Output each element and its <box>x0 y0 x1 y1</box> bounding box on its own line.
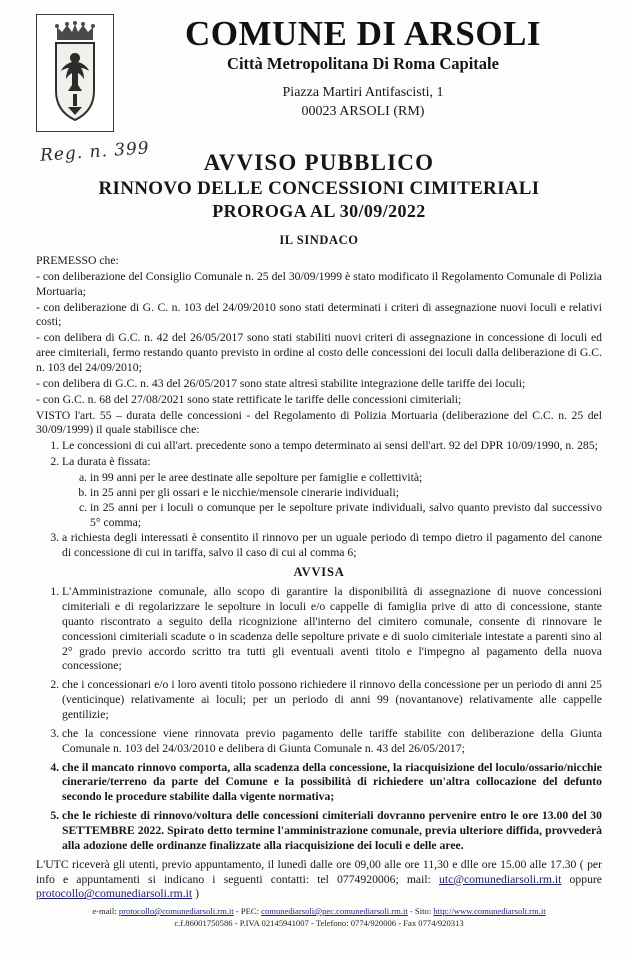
premesso-lead: PREMESSO che: <box>36 254 119 267</box>
notice-text <box>36 254 602 902</box>
document-header <box>36 14 602 132</box>
visto-item-2-label: La durata è fissata: <box>62 455 151 469</box>
visto-item-1: 1. Le concessioni di cui all'art. precedente sono a tempo determinato ai sensi dell'art. 92 del DPR 10/09/1990, n. 285; <box>62 439 602 454</box>
notice-title-block <box>36 150 602 222</box>
protocollo-email-link[interactable]: protocollo@comunediarsoli.rm.it <box>36 887 193 901</box>
visto-item-3: 3. a richiesta degli interessati è consentito il rinnovo per un uguale periodo di tempo dietro il pagamento del canone di concessione di cui in tariffa, salvo il caso di cui al comma 6; <box>62 531 602 561</box>
visto-list <box>36 439 602 561</box>
visto-sublist <box>62 471 602 530</box>
closing-end: ) <box>192 887 200 901</box>
premesso-item-0: - con deliberazione del Consiglio Comunale n. 25 del 30/09/1999 è stato modificato il Regolamento Comunale di Polizia Mortuaria; <box>36 269 602 298</box>
utc-email-link[interactable]: utc@comunediarsoli.rm.it <box>438 872 562 886</box>
comune-title: COMUNE DI ARSOLI <box>184 14 542 53</box>
premesso-item-1: - con deliberazione di G. C. n. 103 del 24/09/2010 sono stati determinati i criteri di assegnazione nuovi loculi e relativi costi; <box>36 300 602 329</box>
avvisa-item-3: 3. che la concessione viene rinnovata previo pagamento delle tariffe stabilite con deliberazione della Giunta Comunale n. 103 del 24/03/2010 e delibera di Giunta Comunale n. 43 del 26/05/2017; <box>62 727 602 757</box>
footer-site-label: - Sito: <box>407 906 434 916</box>
avvisa-item-5: 5. che le richieste di rinnovo/voltura delle concessioni cimiteriali dovranno pervenire entro le ore 13.00 del 30 SETTEMBRE 2022. Spirato detto termine l'amministrazione comunale, previa ulteriore diffida, provvederà alla adozione delle ordinanze finalizzate alla riacquisizione dei loculi e delle aree. <box>62 809 602 854</box>
avvisa-item-2: 2. che i concessionari e/o i loro aventi titolo possono richiedere il rinnovo della concessione per un periodo di anni 25 (venticinque) relativamente ai loculi; per un periodo di anni 99 (novantanove) relativamente alle cappelle gentilizie; <box>62 678 602 723</box>
signatory-heading: IL SINDACO <box>279 233 359 247</box>
notice-subject: RINNOVO DELLE CONCESSIONI CIMITERIALI <box>98 178 540 199</box>
document-footer <box>36 905 602 930</box>
footer-pec-link[interactable]: comunediarsoli@pec.comunediarsoli.rm.it <box>261 906 408 916</box>
visto-item-2 <box>62 455 602 530</box>
notice-title: AVVISO PUBBLICO <box>203 150 435 175</box>
citta-subtitle: Città Metropolitana Di Roma Capitale <box>227 54 499 74</box>
avvisa-heading: AVVISA <box>293 565 345 580</box>
avvisa-item-1: 1. L'Amministrazione comunale, allo scopo di garantire la disponibilità di assegnazione di nuove concessioni cimiteriali e di regolarizzare le sepolture in loculi e/o cappelle di famiglia prive di atto di concessione, stante quanto riscontrato a seguito della ricognizione all'interno del cimitero comunale, consente di rinnovare le concessioni cimiteriali scadute o in scadenza delle sepolture private e di suolo cimiteriale intestate a parenti sino al 2° grado previo accordo scritto tra tutti gli eventuali aventi titolo e l'impegno al pagamento della nuova concessione; <box>62 585 602 674</box>
address-line-2: 00023 ARSOLI (RM) <box>301 104 425 120</box>
visto-subitem-a: a. in 99 anni per le aree destinate alle sepolture per famiglie e collettività; <box>90 471 602 486</box>
footer-site-link[interactable]: http://www.comunediarsoli.rm.it <box>433 906 546 916</box>
handwritten-protocol-number: Reg. n. 399 <box>39 138 151 166</box>
footer-pec-label: - PEC: <box>233 906 262 916</box>
coat-of-arms <box>36 14 114 132</box>
closing-between: oppure <box>561 872 602 886</box>
visto-lead: VISTO l'art. 55 – durata delle concessioni - del Regolamento di Polizia Mortuaria (deliberazione del C.C. n. 25 del 30/09/1999) il quale stabilisce che: <box>36 408 602 437</box>
avvisa-item-4: 4. che il mancato rinnovo comporta, alla scadenza della concessione, la riacquisizione del loculo/ossario/nicchie cinerarie/terreno da parte del Comune e la possibilità di richiedere un'altra collocazione del defunto secondo le procedure stabilite dalla vigente normativa; <box>62 761 602 806</box>
footer-email-link[interactable]: protocollo@comunediarsoli.rm.it <box>118 906 234 916</box>
premesso-item-2: - con delibera di G.C. n. 42 del 26/05/2017 sono stati stabiliti nuovi criteri di assegnazione in concessione di loculi ed aree cimiteriali, fermo restando quanto previsto in ordine al costo delle concessioni dei loculi dalla deliberazione di G.C. n. 103 del 24/09/2010; <box>36 331 602 375</box>
visto-subitem-c: c. in 25 anni per i loculi o comunque per le sepolture private individuali, salvo quanto previsto dal successivo 5° comma; <box>90 501 602 531</box>
footer-fiscal-data: c.f.86001750586 - P.IVA 02145941007 - Telefono: 0774/920006 - Fax 0774/920313 <box>174 918 464 929</box>
crest-icon <box>44 19 106 125</box>
premesso-item-4: - con G.C. n. 68 del 27/08/2021 sono state rettificate le tariffe delle concessioni cimiteriali; <box>36 392 462 406</box>
premesso-item-3: - con delibera di G.C. n. 43 del 26/05/2017 sono state altresì stabilite integrazione delle tariffe dei loculi; <box>36 376 526 390</box>
footer-contacts <box>36 905 602 917</box>
avvisa-list <box>36 585 602 854</box>
notice-deadline: PROROGA AL 30/09/2022 <box>212 201 426 221</box>
office-hours-paragraph <box>36 858 602 903</box>
address-line-1: Piazza Martiri Antifascisti, 1 <box>282 85 444 101</box>
header-titles <box>124 14 602 122</box>
visto-subitem-b: b. in 25 anni per gli ossari e le nicchie/mensole cinerarie individuali; <box>90 486 602 501</box>
office-hours-text: L'UTC riceverà gli utenti, previo appuntamento, il lunedì dalle ore 09,00 alle ore 11,30 e dlle ore 15.00 alle 17.30 ( per info e appuntamenti si indicano i seguenti contatti: tel 0774920006; mail: <box>36 857 602 886</box>
footer-email-label: e-mail: <box>92 906 119 916</box>
